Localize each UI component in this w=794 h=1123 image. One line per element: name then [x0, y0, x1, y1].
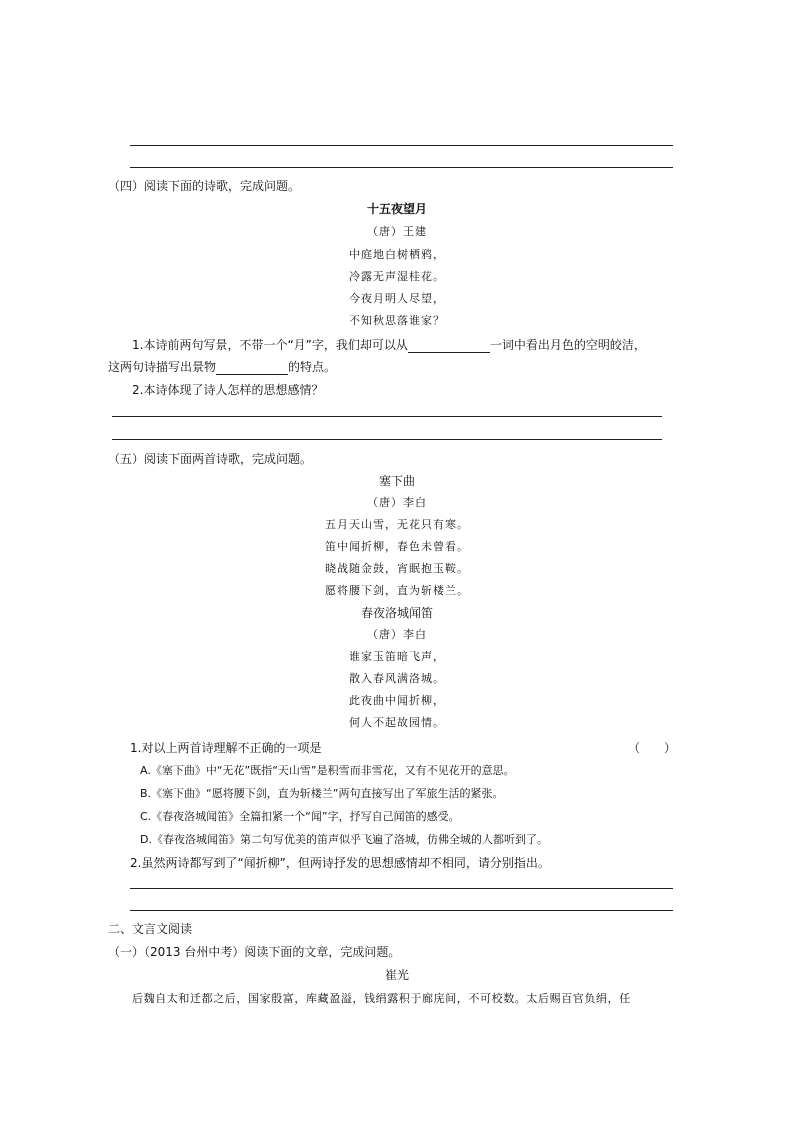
question-1: 1.对以上两首诗理解不正确的一项是: [130, 741, 322, 755]
answer-line: [130, 167, 673, 168]
answer-line: [130, 888, 673, 889]
question-text: 这两句诗描写出景物: [108, 360, 217, 374]
sub-heading: （一）（2013 台州中考）阅读下面的文章，完成问题。: [108, 945, 401, 959]
poem-line: 不知秋思落谁家？: [349, 314, 445, 327]
poem-line: 何人不起故园情。: [349, 716, 445, 729]
answer-line: [112, 416, 662, 417]
poem-line: 此夜曲中闻折柳，: [349, 694, 445, 707]
poem-title: 塞下曲: [378, 474, 415, 488]
poem-line: 散入春风满洛城。: [349, 672, 445, 685]
section-5-heading: （五）阅读下面两首诗歌，完成问题。: [108, 452, 313, 466]
option-d[interactable]: D.《春夜洛城闻笛》第二句写优美的笛声似乎飞遍了洛城，仿佛全城的人都听到了。: [140, 833, 548, 846]
poem-line: 晓战随金鼓，宵眠抱玉鞍。: [325, 562, 469, 575]
option-a[interactable]: A.《塞下曲》中“无花”既指“天山雪”是积雪而非雪花，又有不见花开的意思。: [140, 764, 515, 777]
answer-line: [130, 145, 673, 146]
option-c[interactable]: C.《春夜洛城闻笛》全篇扣紧一个“闻”字，抒写自己闻笛的感受。: [140, 810, 460, 823]
fill-blank[interactable]: [216, 362, 288, 375]
question-2: 2.本诗体现了诗人怎样的思想感情？: [132, 383, 324, 397]
poem-author: （唐）李白: [367, 496, 427, 509]
section-4-heading: （四）阅读下面的诗歌，完成问题。: [108, 179, 301, 193]
passage-title: 崔光: [384, 968, 409, 982]
poem-line: 今夜月明人尽望，: [349, 292, 445, 305]
option-b[interactable]: B.《塞下曲》“愿将腰下剑，直为斩楼兰”两句直接写出了军旅生活的紧张。: [140, 787, 504, 800]
poem-line: 愿将腰下剑，直为斩楼兰。: [325, 584, 469, 597]
poem-author: （唐）李白: [367, 628, 427, 641]
poem-line: 五月天山雪，无花只有寒。: [325, 518, 469, 531]
poem-title: 春夜洛城闻笛: [360, 606, 433, 620]
answer-line: [112, 439, 662, 440]
poem-line: 中庭地白树栖鸦，: [349, 248, 445, 261]
question-2: 2.虽然两诗都写到了“闻折柳”，但两诗抒发的思想感情却不相同，请分别指出。: [130, 856, 550, 870]
question-1-cont: [108, 358, 336, 375]
poem-title: 十五夜望月: [366, 202, 427, 216]
question-text: 1.本诗前两句写景，不带一个“月”字，我们却可以从: [132, 338, 408, 352]
poem-line: 谁家玉笛暗飞声，: [349, 650, 445, 663]
part-2-heading: 二、文言文阅读: [108, 922, 193, 936]
fill-blank[interactable]: [408, 340, 490, 353]
question-text: 的特点。: [288, 360, 337, 374]
question-text: 一词中看出月色的空明皎洁，: [489, 338, 646, 352]
poem-line: 冷露无声湿桂花。: [349, 270, 445, 283]
poem-line: 笛中闻折柳，春色未曾看。: [325, 540, 469, 553]
question-1: [132, 336, 646, 353]
poem-author: （唐）王建: [367, 225, 427, 238]
answer-paren[interactable]: （ ）: [628, 741, 677, 755]
passage-text: 后魏自太和迁都之后，国家殷富，库藏盈溢，钱绢露积于廊庑间，不可校数。太后赐百官负绢，任: [132, 992, 631, 1005]
answer-line: [130, 910, 673, 911]
